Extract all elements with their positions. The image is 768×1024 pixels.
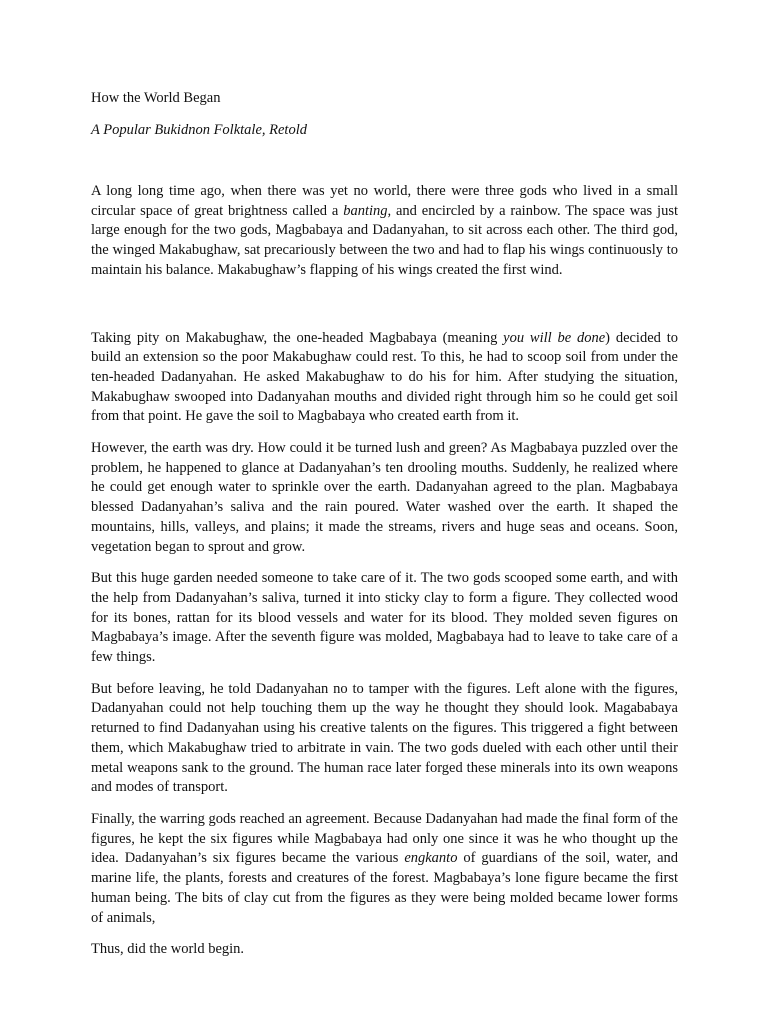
document-body	[91, 182, 678, 960]
document-title: How the World Began	[91, 90, 221, 106]
italic-text: banting,	[343, 202, 392, 219]
paragraph-text: However, the earth was dry. How could it be turned lush and green? As Magbabaya puzzled over the problem, he happened to glance at Dadanyahan’s ten drooling mouths. Suddenly, he realized where he could get enough water to sprinkle over the earth. Dadanyahan agreed to the plan. Magbabaya blessed Dadanyahan’s saliva and the rain poured. Water washed over the earth. It shaped the mountains, hills, valleys, and plains; it made the streams, rivers and huge seas and oceans. Soon, vegetation began to sprout and grow.	[91, 440, 678, 555]
italic-text: you will be done	[503, 329, 606, 346]
paragraph-text: ) decided to build an extension so the poor Makabughaw could rest. To this, he had to scoop soil from under the ten-headed Dadanyahan. He asked Makabughaw to do his for him. After studying the situation, Makabughaw swooped into Dadanyahan mouths and divided right through him so he could get soil from that point. He gave the soil to Magbabaya who created earth from it.	[91, 329, 678, 425]
paragraph-text: But this huge garden needed someone to take care of it. The two gods scooped some earth, and with the help from Dadanyahan’s saliva, turned it into sticky clay to form a figure. They collected wood for its bones, rattan for its blood vessels and water for its blood. They molded seven figures on Magbabaya’s image. After the seventh figure was molded, Magbabaya had to leave to take care of a few things.	[91, 570, 678, 666]
paragraph	[91, 810, 678, 928]
paragraph-text: Thus, did the world begin.	[91, 941, 245, 958]
paragraph	[91, 569, 678, 668]
document-subtitle: A Popular Bukidnon Folktale, Retold	[91, 122, 307, 138]
paragraph	[91, 329, 678, 428]
paragraph-text: and encircled by a rainbow. The space was just large enough for the two gods, Magbabaya and Dadanyahan, to sit across each other. The third god, the winged Makabughaw, sat precariously between the two and had to flap his wings continuously to maintain his balance. Makabughaw’s flapping of his wings created the first wind.	[91, 202, 679, 278]
paragraph-text: A long long time ago, when there was yet no world, there were three gods who lived in a small circular space of great brightness called a	[91, 183, 678, 219]
paragraph-text: Finally, the warring gods reached an agreement. Because Dadanyahan had made the final form of the figures, he kept the six figures while Magbabaya had only one since it was he who thought up the idea. Dadanyahan’s six figures became the various	[91, 810, 678, 867]
document-page	[91, 88, 678, 972]
paragraph	[91, 182, 678, 281]
paragraph-text: of guardians of the soil, water, and marine life, the plants, forests and creatures of the forest. Magbabaya’s lone figure became the first human being. The bits of clay cut from the figures as they were being molded became lower forms of animals,	[91, 850, 678, 926]
paragraph	[91, 680, 678, 798]
paragraph	[91, 940, 678, 960]
italic-text: engkanto	[404, 850, 458, 867]
paragraph-text: But before leaving, he told Dadanyahan no to tamper with the figures. Left alone with the figures, Dadanyahan could not help touching them up the way he thought they should look. Magababaya returned to find Dadanyahan using his creative talents on the figures. This triggered a fight between them, which Makabughaw tried to arbitrate in vain. The two gods dueled with each other until their metal weapons sank to the ground. The human race later forged these minerals into its own weapons and modes of transport.	[91, 680, 678, 796]
paragraph	[91, 439, 678, 557]
paragraph-text: Taking pity on Makabughaw, the one-headed Magbabaya (meaning	[91, 329, 504, 346]
